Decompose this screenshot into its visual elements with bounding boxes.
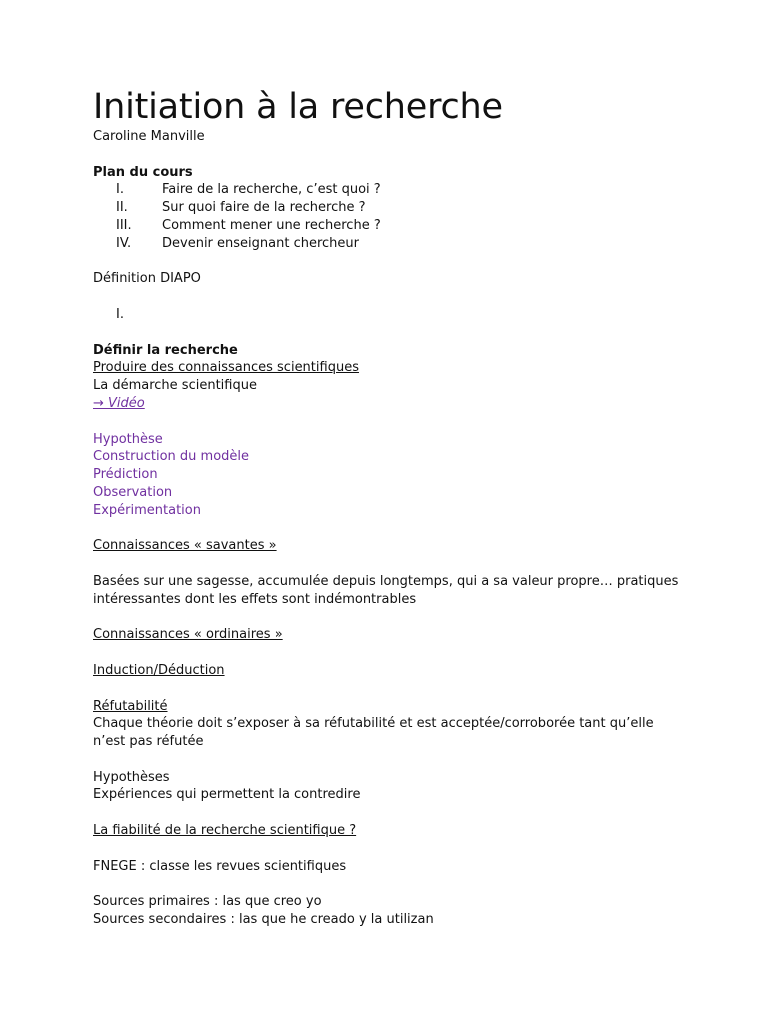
plan-heading: Plan du cours — [93, 164, 193, 180]
author-name: Caroline Manville — [93, 129, 205, 144]
induction-heading: Induction/Déduction — [93, 662, 225, 678]
plan-item-number: III. — [116, 217, 132, 233]
plan-list — [93, 181, 683, 252]
document-body — [93, 86, 683, 929]
definition-note: Définition DIAPO — [93, 271, 201, 287]
hypotheses-label: Hypothèses — [93, 769, 170, 785]
plan-item-text: Sur quoi faire de la recherche ? — [162, 200, 366, 216]
section-one-marker — [93, 306, 683, 324]
ordinaires-heading: Connaissances « ordinaires » — [93, 627, 283, 643]
scientific-steps-list — [93, 431, 683, 520]
refutabilite-text: Chaque théorie doit s’exposer à sa réfutabilité et est acceptée/corroborée tant qu’elle n’est pas réfutée — [93, 716, 654, 750]
produire-heading: Produire des connaissances scientifiques — [93, 360, 359, 376]
plan-item-text: Devenir enseignant chercheur — [162, 235, 359, 251]
plan-item-number: I. — [116, 182, 124, 198]
plan-item-text: Comment mener une recherche ? — [162, 217, 381, 233]
step-item: Prédiction — [93, 467, 158, 483]
plan-item-text: Faire de la recherche, c’est quoi ? — [162, 182, 381, 198]
plan-item-number: IV. — [116, 235, 132, 251]
plan-item — [93, 217, 683, 235]
plan-item — [93, 235, 683, 253]
fnege-text: FNEGE : classe les revues scientifiques — [93, 858, 347, 874]
refutabilite-heading: Réfutabilité — [93, 698, 168, 714]
step-item: Construction du modèle — [93, 449, 250, 465]
document-title: Initiation à la recherche — [93, 87, 503, 127]
section-heading: Définir la recherche — [93, 342, 238, 358]
plan-item — [93, 181, 683, 199]
hypotheses-text: Expériences qui permettent la contredire — [93, 787, 361, 803]
step-item: Observation — [93, 484, 173, 500]
sources-secondaires: Sources secondaires : las que he creado y la utilizan — [93, 912, 434, 928]
video-link[interactable]: → Vidéo — [93, 395, 145, 411]
step-item: Expérimentation — [93, 502, 201, 518]
sources-primaires: Sources primaires : las que creo yo — [93, 894, 322, 910]
savantes-text: Basées sur une sagesse, accumulée depuis longtemps, qui a sa valeur propre… pratiques intéressantes dont les effets sont indémontrables — [93, 573, 679, 607]
plan-item — [93, 199, 683, 217]
demarche-text: La démarche scientifique — [93, 378, 257, 394]
fiabilite-heading: La fiabilité de la recherche scientifique ? — [93, 823, 357, 839]
plan-item-number: II. — [116, 200, 128, 216]
savantes-heading: Connaissances « savantes » — [93, 538, 277, 554]
section-one-number: I. — [116, 306, 124, 322]
step-item: Hypothèse — [93, 431, 163, 447]
